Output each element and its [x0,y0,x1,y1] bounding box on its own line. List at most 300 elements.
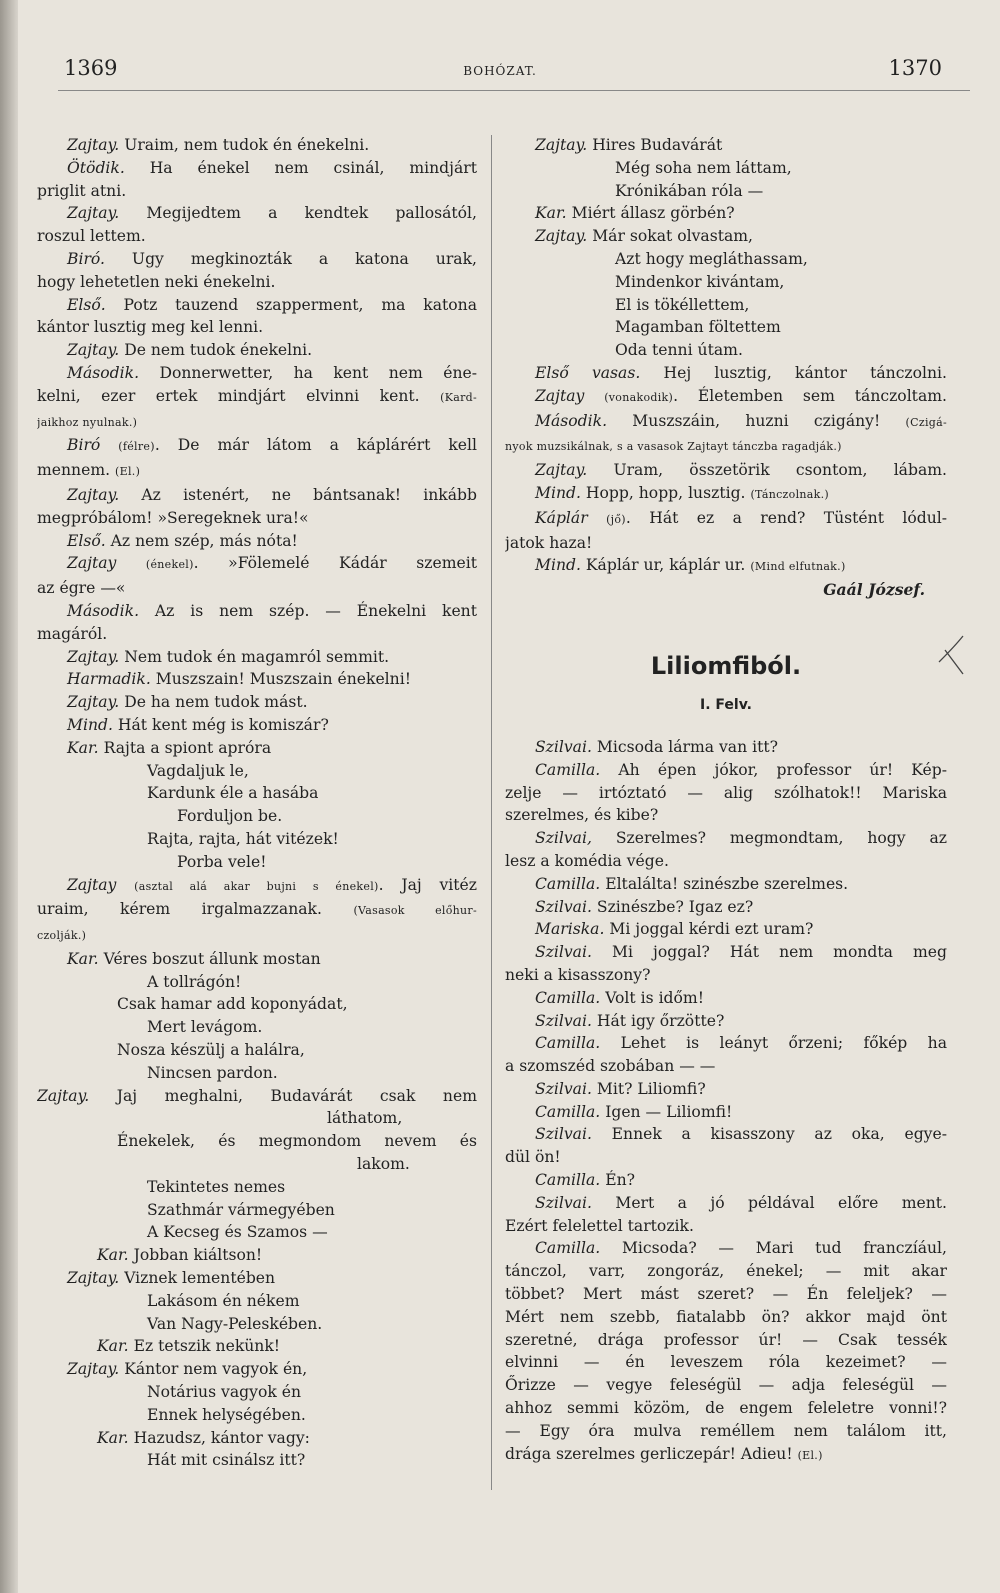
dialogue-text: Őrizze — vegye feleségül — adja feleségül — [505,1376,947,1395]
dialogue-text: Hopp, hopp, lusztig. [580,483,751,502]
text-line [505,554,947,579]
text-line [37,385,477,410]
dialogue-text: uraim, kérem irgalmazzanak. [37,900,354,919]
speaker-name: Szilvai. [535,1079,592,1098]
dialogue-text: Még soha nem láttam, [615,158,792,177]
dialogue-text: Már sokat olvastam, [587,227,754,246]
speaker-name: Szilvai. [535,943,592,962]
speaker-name: Mind. [535,556,581,575]
dialogue-text: . Jaj vitéz [378,875,477,894]
stage-direction: jaikhoz nyulnak.) [37,415,138,429]
dialogue-text: az égre —« [37,579,126,598]
dialogue-text: Kántor nem vagyok én, [119,1360,308,1379]
dialogue-text: elvinni — én leveszem róla kezeimet? — [505,1353,947,1372]
text-line [37,530,477,553]
text-line [37,1358,477,1381]
dialogue-text: többet? Mert mást szeret? — Én feleljek? — [505,1285,947,1304]
dialogue-text: El is tökéllettem, [615,295,750,314]
stage-direction: nyok muzsikálnak, s a vasasok Zajtayt tánczba ragadják.) [505,440,842,454]
text-line [37,157,477,180]
dialogue-text: Ennek a kisasszony az oka, egye- [591,1125,947,1144]
dialogue-text: Azt hogy megláthassam, [615,249,808,268]
dialogue-text: megpróbálom! »Seregeknek ura!« [37,508,309,527]
text-line [505,339,947,362]
dialogue-text: Uraim, nem tudok én énekelni. [119,136,370,154]
dialogue-text: Mert levágom. [147,1018,263,1037]
stage-direction: (Tánczolnak.) [750,487,829,501]
text-line [505,1306,947,1329]
dialogue-text: Mért nem szebb, fiatalabb ön? akkor majd önt [505,1307,947,1326]
speaker-name: Szilvai. [535,1193,592,1212]
dialogue-text: Lakásom én nékem [147,1291,300,1310]
text-line [505,1283,947,1306]
dialogue-text: Rajta, rajta, hát vitézek! [147,829,339,848]
dialogue-text: Vagdaljuk le, [147,761,249,780]
dialogue-text: Nem tudok én magamról semmit. [119,647,390,666]
speaker-name: Szilvai, [535,829,592,848]
dialogue-text: Miért állasz görbén? [566,204,735,223]
speaker-name: Camilla. [535,988,601,1007]
dialogue-text: Ah épen jókor, professor úr! Kép- [600,760,947,779]
dialogue-text: . Hát ez a rend? Tüstént lódul- [625,508,947,527]
text-line [37,600,477,623]
text-line [505,532,947,555]
text-line [37,737,477,760]
speaker-name: Második. [535,411,608,430]
text-line [37,225,477,248]
text-line [37,828,477,851]
text-line [37,1381,477,1404]
stage-direction: (Vasasok előhur- [353,904,477,918]
text-line [37,623,477,646]
text-line [37,294,477,317]
stage-direction: (asztal alá akar bujni s énekel) [134,879,379,893]
dialogue-text: Ennek helységében. [147,1405,306,1424]
stage-direction: (El.) [797,1448,823,1462]
text-line [37,760,477,783]
dialogue-text: Nincsen pardon. [147,1063,278,1082]
text-line [37,1153,477,1176]
speaker-name: Camilla. [535,1034,601,1053]
dialogue-text: Hej lusztig, kántor tánczolni. [640,363,947,382]
text-line [37,805,477,828]
dialogue-text [588,509,606,527]
dialogue-text: Az nem szép, más nóta! [105,531,298,550]
text-line [505,850,947,873]
play-title: Liliomfiból. [650,651,802,680]
speaker-name: Szilvai. [535,897,592,916]
speaker-name: Második. [67,363,140,382]
dialogue-text: Micsoda lárma van itt? [591,737,778,756]
text-line [505,1237,947,1260]
text-line [505,1055,947,1078]
text-line [505,507,947,532]
speaker-name: Zajtay. [67,1269,120,1288]
text-line [37,1039,477,1062]
dialogue-text: Tekintetes nemes [147,1177,286,1196]
dialogue-text: priglit atni. [37,181,127,200]
speaker-name: Camilla. [535,760,601,779]
dialogue-text: kántor lusztig meg kel lenni. [37,318,264,337]
stage-direction: (vonakodik) [604,390,674,404]
pencil-x-mark-icon [935,632,967,676]
speaker-name: Zajtay. [67,341,120,360]
text-line [37,714,477,737]
text-line [37,362,477,385]
text-line [505,459,947,482]
text-line [37,316,477,339]
page-header [58,56,942,92]
text-line [505,434,947,459]
speaker-name: Camilla. [535,1171,601,1190]
text-line [505,1329,947,1352]
page-number-left: 1369 [64,56,118,80]
text-line [505,294,947,317]
text-line [37,577,477,600]
text-line [505,1169,947,1192]
speaker-name: Camilla. [535,1239,601,1258]
dialogue-text: Hires Budavárát [587,136,723,154]
text-line [37,1221,477,1244]
left-column-lines [37,134,477,1472]
speaker-name: Szilvai. [535,1011,592,1030]
text-line [505,180,947,203]
dialogue-text: Mit? Liliomfi? [591,1079,706,1098]
text-line [37,180,477,203]
stage-direction: (Czigá- [905,415,947,429]
dialogue-text: Jaj meghalni, Budavárát csak nem [89,1086,477,1105]
text-line [505,225,947,248]
speaker-name: Káplár [535,508,588,527]
speaker-name: Első vasas. [535,363,641,382]
dialogue-text [584,387,604,405]
text-line [37,1449,477,1472]
text-line [37,668,477,691]
text-line [505,316,947,339]
text-line [505,987,947,1010]
dialogue-text: A Kecseg és Szamos — [147,1223,328,1242]
dialogue-text: drága szerelmes gerliczepár! Adieu! [505,1444,798,1463]
dialogue-text: hogy lehetetlen neki énekelni. [37,272,276,291]
text-line [505,1010,947,1033]
speaker-name: Mariska. [535,920,605,939]
text-line [37,851,477,874]
text-line [37,1176,477,1199]
dialogue-text: roszul lettem. [37,227,146,246]
speaker-name: Zajtay. [67,693,120,712]
dialogue-text: jatok haza! [505,533,593,552]
text-line [505,362,947,385]
speaker-name: Mind. [535,483,581,502]
dialogue-text: magáról. [37,624,108,643]
text-line [505,1374,947,1397]
text-line [505,1215,947,1238]
dialogue-text: Ezért felelettel tartozik. [505,1216,694,1235]
text-line [505,1397,947,1420]
dialogue-text: . De már látom a káplárért kell [154,436,477,455]
dialogue-text: mennem. [37,461,116,480]
text-line [505,804,947,827]
dialogue-text: Hát mit csinálsz itt? [147,1451,306,1470]
dialogue-text: Van Nagy-Peleskében. [147,1314,323,1333]
text-line [505,918,947,941]
text-line [37,1062,477,1085]
speaker-name: Camilla. [535,874,601,893]
dialogue-text: kelni, ezer ertek mindjárt elvinni kent. [37,386,441,405]
speaker-name: Zajtay. [535,461,588,480]
dialogue-text: Muszszáin, huzni czigány! [607,411,906,430]
speaker-name: Első. [67,531,106,550]
text-line [37,923,477,948]
text-line [37,874,477,899]
text-line [37,1427,477,1450]
author-signature: Gaál József. [823,580,925,600]
dialogue-text: Szerelmes? megmondtam, hogy az [591,829,947,848]
dialogue-text: ahhoz semmi közöm, de engem feleletre vonni!? [505,1399,947,1418]
text-line [37,507,477,530]
text-line [37,1085,477,1108]
text-line [505,1443,947,1468]
dialogue-text: Magamban föltettem [615,318,781,337]
column-rule [491,135,492,1490]
dialogue-text [100,436,118,454]
dialogue-text: Mi joggal? Hát nem mondta meg [591,943,947,962]
text-line [505,157,947,180]
dialogue-text: szerelmes, és kibe? [505,806,659,825]
right-column-bottom-lines [505,736,947,1468]
text-line [505,385,947,410]
dialogue-text: lakom. [357,1155,410,1174]
dialogue-text: Hát igy őrzötte? [591,1011,725,1030]
dialogue-text: Hát kent még is komiszár? [112,715,329,734]
dialogue-text: Uram, összetörik csontom, lábam. [587,461,947,480]
text-line [37,552,477,577]
text-line [37,410,477,435]
dialogue-text: Viznek lementében [119,1269,276,1288]
text-line [37,1404,477,1427]
text-line [37,993,477,1016]
dialogue-text: Szinészbe? Igaz ez? [591,897,754,916]
stage-direction: (El.) [115,465,141,479]
dialogue-text: A tollrágón! [147,972,242,991]
dialogue-text: Csak hamar add koponyádat, [117,995,348,1014]
dialogue-text: . Életemben sem tánczoltam. [673,386,947,405]
dialogue-text: Eltalálta! szinészbe szerelmes. [600,874,849,893]
text-line [505,248,947,271]
speaker-name: Kar. [97,1337,129,1356]
text-line [505,482,947,507]
speaker-name: Kar. [67,738,99,757]
dialogue-text: . »Fölemelé Kádár szemeit [193,554,477,573]
dialogue-text: Szathmár vármegyében [147,1200,335,1219]
text-line [37,1244,477,1267]
text-line [505,1260,947,1283]
speaker-name: Zajtay. [535,227,588,246]
stage-direction: (Mind elfutnak.) [750,560,846,574]
text-line [505,1420,947,1443]
stage-direction: (félre) [118,440,155,454]
text-line [37,248,477,271]
dialogue-text: szeretné, drága professor úr! — Csak tessék [505,1330,947,1349]
dialogue-text: dül ön! [505,1148,561,1167]
left-column [37,134,477,1472]
dialogue-text: Hazudsz, kántor vagy: [128,1428,310,1447]
speaker-name: Szilvai. [535,737,592,756]
stage-direction: (jő) [606,512,626,526]
text-line [505,1101,947,1124]
text-line [505,1351,947,1374]
text-line [37,898,477,923]
speaker-name: Zajtay. [67,1360,120,1379]
dialogue-text: Rajta a spiont apróra [98,738,272,757]
text-line [505,1123,947,1146]
speaker-name: Biró. [67,249,105,268]
dialogue-text: Volt is időm! [600,988,704,1007]
dialogue-text: De nem tudok énekelni. [119,341,313,360]
text-line [37,339,477,362]
speaker-name: Kar. [535,204,567,223]
text-line [505,134,947,157]
dialogue-text: Véres boszut állunk mostan [98,949,321,968]
dialogue-text: Az istenért, ne bántsanak! inkább [119,485,477,504]
text-line [37,1016,477,1039]
speaker-name: Zajtay. [67,485,120,504]
text-line [505,1032,947,1055]
dialogue-text: Muszszain! Muszszain énekelni! [150,670,411,689]
right-column [505,134,947,1467]
stage-direction: (Kard- [440,390,477,404]
text-line [505,1192,947,1215]
dialogue-text: Az is nem szép. — Énekelni kent [139,601,477,620]
text-line [37,691,477,714]
stage-direction: czolják.) [37,929,87,943]
speaker-name: Camilla. [535,1102,601,1121]
dialogue-text [116,876,134,894]
speaker-name: Ötödik. [67,158,125,177]
dialogue-text: Potz tauzend szapperment, ma katona [105,295,477,314]
text-line [37,202,477,225]
dialogue-text: a szomszéd szobában — — [505,1057,716,1076]
text-line [37,484,477,507]
speaker-name: Zajtay. [67,136,120,154]
text-line [37,1313,477,1336]
text-line [37,459,477,484]
text-line [37,434,477,459]
text-line [505,964,947,987]
right-column-top-lines [505,134,947,579]
speaker-name: Zajtay [67,875,117,894]
text-line [37,1130,477,1153]
dialogue-text: De ha nem tudok mást. [119,693,308,712]
dialogue-text: Én? [600,1171,635,1190]
speaker-name: Zajtay. [37,1086,90,1105]
text-line [505,1146,947,1169]
act-title: I. Felv. [700,696,752,713]
dialogue-text: Mert a jó példával előre ment. [591,1193,947,1212]
dialogue-text: lesz a komédia vége. [505,851,669,870]
dialogue-text: Ez tetszik nekünk! [128,1337,281,1356]
text-line [37,134,477,157]
dialogue-text: Krónikában róla — [615,181,764,200]
text-line [37,1267,477,1290]
dialogue-text: Mi joggal kérdi ezt uram? [604,920,814,939]
text-line [37,1335,477,1358]
speaker-name: Kar. [97,1246,129,1265]
speaker-name: Zajtay [535,386,585,405]
text-line [505,896,947,919]
text-line [505,782,947,805]
dialogue-text: neki a kisasszony? [505,965,651,984]
text-line [505,202,947,225]
dialogue-text: Ugy megkinozták a katona urak, [104,249,477,268]
speaker-name: Harmadik. [67,670,151,689]
dialogue-text: Ha énekel nem csinál, mindjárt [124,158,477,177]
text-line [37,782,477,805]
dialogue-text: Énekelek, és megmondom nevem és [117,1132,477,1151]
text-line [505,736,947,759]
text-line [505,759,947,782]
speaker-name: Zajtay. [67,647,120,666]
dialogue-text: Nosza készülj a halálra, [117,1041,305,1060]
dialogue-text: láthatom, [327,1109,403,1128]
dialogue-text: — Egy óra mulva reméllem nem találom itt, [505,1421,947,1440]
text-line [37,1107,477,1130]
text-line [37,971,477,994]
speaker-name: Második. [67,601,140,620]
dialogue-text: zelje — irtóztató — alig szólhatok!! Mariska [505,783,947,802]
speaker-name: Kar. [67,949,99,968]
speaker-name: Zajtay. [67,204,120,223]
text-line [505,827,947,850]
speaker-name: Kar. [97,1428,129,1447]
dialogue-text: Porba vele! [177,852,267,871]
running-title: BOHÓZAT. [463,64,537,78]
dialogue-text: Megijedtem a kendtek pallosától, [119,204,477,223]
text-line [37,1199,477,1222]
dialogue-text [116,554,146,572]
dialogue-text: Jobban kiáltson! [128,1246,263,1265]
header-rule [58,90,970,91]
text-line [505,1078,947,1101]
text-line [505,873,947,896]
speaker-name: Biró [67,436,101,455]
dialogue-text: Mindenkor kivántam, [615,272,785,291]
dialogue-text: Oda tenni útam. [615,341,743,360]
dialogue-text: Micsoda? — Mari tud franczíául, [600,1239,947,1258]
text-line [37,646,477,669]
text-line [505,271,947,294]
text-line [505,941,947,964]
dialogue-text: Kardunk éle a hasába [147,784,319,803]
text-line [37,948,477,971]
dialogue-text: Donnerwetter, ha kent nem éne- [139,363,477,382]
speaker-name: Első. [67,295,106,314]
text-line [37,1290,477,1313]
speaker-name: Szilvai. [535,1125,592,1144]
stage-direction: (énekel) [145,558,194,572]
speaker-name: Mind. [67,715,113,734]
page-number-right: 1370 [888,56,942,80]
text-line [505,410,947,435]
speaker-name: Zajtay. [535,136,588,154]
speaker-name: Zajtay [67,554,117,573]
text-line [37,271,477,294]
dialogue-text: Notárius vagyok én [147,1383,302,1402]
book-spine [0,0,18,1593]
dialogue-text: tánczol, varr, zongoráz, énekel; — mit akar [505,1262,947,1281]
dialogue-text: Káplár ur, káplár ur. [580,556,751,575]
dialogue-text: Forduljon be. [177,807,283,826]
